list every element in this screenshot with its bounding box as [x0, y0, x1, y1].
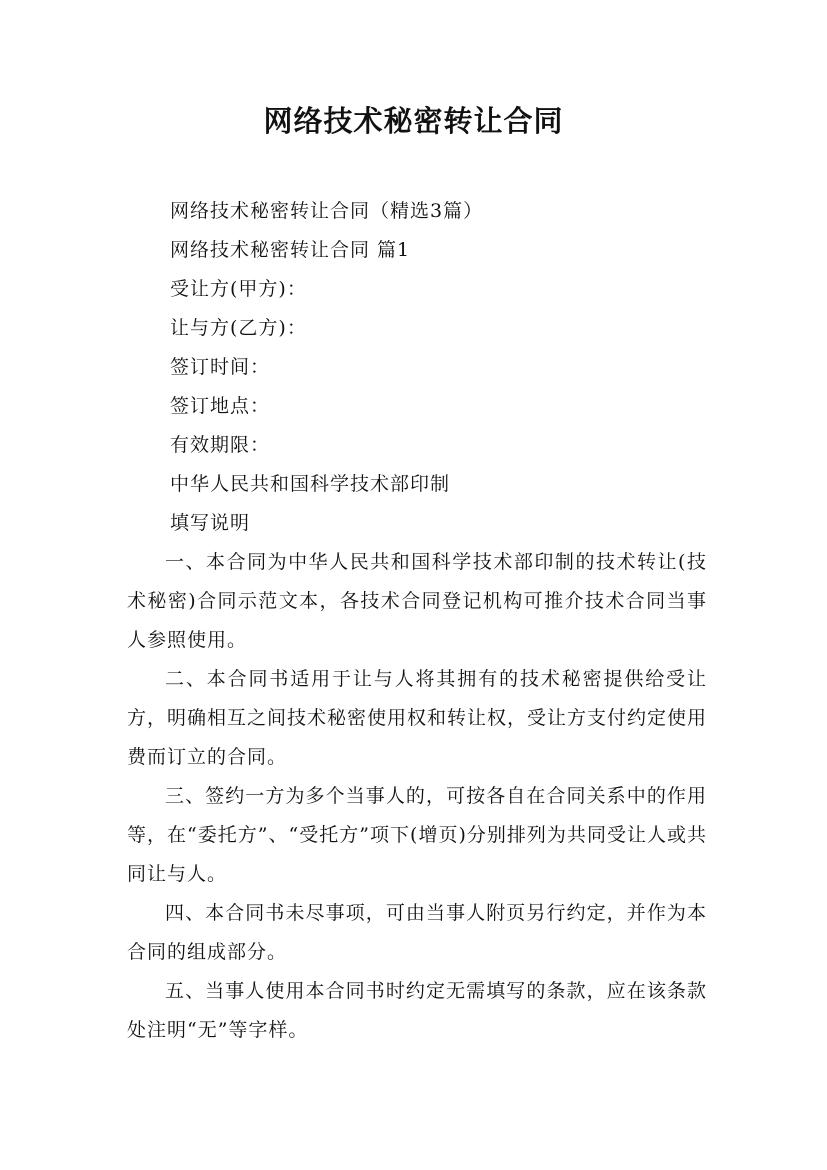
issuer-line: 中华人民共和国科学技术部印制 — [170, 473, 451, 495]
field-validity-period: 有效期限： — [170, 434, 271, 456]
instruction-paragraph-2: 二、本合同书适用于让与人将其拥有的技术秘密提供给受让方，明确相互之间技术秘密使用权和转让权，受让方支付约定使用费而订立的合同。 — [127, 668, 708, 768]
instruction-paragraph-3: 三、签约一方为多个当事人的，可按各自在合同关系中的作用等，在“委托方”、“受托方”项下(增页)分别排列为共同受让人或共同让与人。 — [127, 785, 707, 885]
instruction-paragraph-5: 五、当事人使用本合同书时约定无需填写的条款，应在该条款处注明“无”等字样。 — [127, 980, 707, 1041]
field-signing-date: 签订时间： — [170, 356, 271, 378]
field-transferee: 受让方(甲方)： — [170, 278, 307, 300]
section-heading: 网络技术秘密转让合同 篇1 — [170, 239, 411, 261]
instructions-heading: 填写说明 — [170, 512, 251, 534]
document-subtitle: 网络技术秘密转让合同（精选3篇） — [170, 200, 484, 222]
page-title: 网络技术秘密转让合同 — [263, 104, 564, 138]
instruction-paragraph-1: 一、本合同为中华人民共和国科学技术部印制的技术转让(技术秘密)合同示范文本，各技术合同登记机构可推介技术合同当事人参照使用。 — [127, 551, 707, 651]
field-transferor: 让与方(乙方)： — [170, 317, 307, 339]
field-signing-place: 签订地点： — [170, 395, 271, 417]
instruction-paragraph-4: 四、本合同书未尽事项，可由当事人附页另行约定，并作为本合同的组成部分。 — [127, 902, 707, 963]
